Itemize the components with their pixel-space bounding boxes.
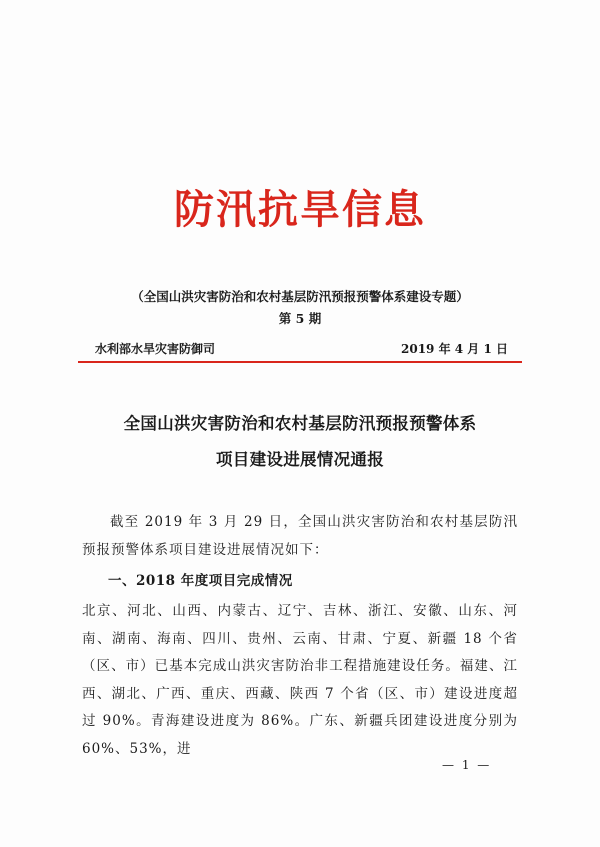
- issue-date: 2019 年 4 月 1 日: [401, 342, 508, 356]
- masthead-title: 防汛抗旱信息: [174, 186, 426, 233]
- article-title-line-2: 项目建设进展情况通报: [216, 450, 384, 469]
- issuer-date-row: [95, 340, 508, 357]
- page-number: — 1 —: [442, 758, 492, 772]
- issue-number: 第 5 期: [278, 311, 322, 326]
- article-title-line-1: 全国山洪灾害防治和农村基层防汛预报预警体系: [123, 414, 477, 433]
- issuer: 水利部水旱灾害防御司: [95, 342, 216, 356]
- article-title: [60, 406, 540, 478]
- section-heading: 一、2018 年度项目完成情况: [108, 573, 293, 589]
- section-paragraph: 北京、河北、山西、内蒙古、辽宁、吉林、浙江、安徽、山东、河南、湖南、海南、四川、贵州、云南、甘肃、宁夏、新疆 18 个省（区、市）已基本完成山洪灾害防治非工程措施建设任务。福建、江西、湖北、广西、重庆、西藏、陕西 7 个省（区、市）建设进度超过 90%。青海建设进度为 86%。广东、新疆兵团建设进度分别为 60%、53%，进: [82, 603, 518, 757]
- series-subtitle: （全国山洪灾害防治和农村基层防汛预报预警体系建设专题）: [131, 289, 469, 304]
- intro-paragraph: 截至 2019 年 3 月 29 日，全国山洪灾害防治和农村基层防汛预报预警体系项目建设进展情况如下：: [82, 514, 518, 558]
- red-divider: [78, 361, 522, 363]
